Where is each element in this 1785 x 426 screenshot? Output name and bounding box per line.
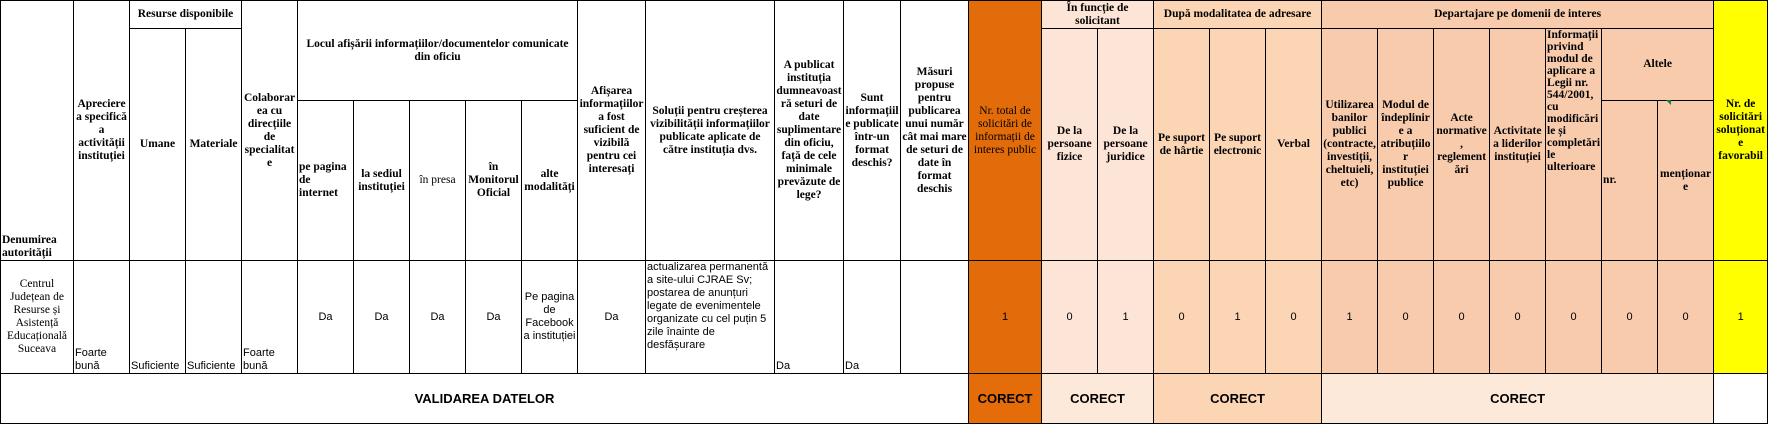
cell-juridice: 1 — [1098, 261, 1154, 374]
cell-solutii: actualizarea permanentă a site-ului CJRAE Sv; postarea de anunțuri legate de evenimentele organizate cu cel puțin 5 zile înainte de desfășurare — [646, 261, 775, 374]
header-atributii: Modul de îndeplinire a atribuțiilor instituției publice — [1378, 29, 1434, 261]
cell-alte-modalitati: Pe pagina de Facebook a instituției — [522, 261, 578, 374]
cell-aprecierea: Foarte bună — [74, 261, 130, 374]
header-mentionare: menționare — [1658, 101, 1714, 261]
header-verbal: Verbal — [1266, 29, 1322, 261]
validation-domenii: CORECT — [1322, 374, 1714, 424]
header-banilor: Utilizarea banilor publici (contracte, investiții, cheltuieli, etc) — [1322, 29, 1378, 261]
validation-adresare: CORECT — [1154, 374, 1322, 424]
validation-total: CORECT — [969, 374, 1042, 424]
cell-monitorul: Da — [466, 261, 522, 374]
cell-electronic: 1 — [1210, 261, 1266, 374]
cell-masuri — [901, 261, 969, 374]
cell-favorabil: 1 — [1714, 261, 1768, 374]
cell-presa: Da — [410, 261, 466, 374]
header-acte: Acte normative, reglementări — [1434, 29, 1490, 261]
header-aprecierea: Aprecierea specifică a activității instituției — [74, 1, 130, 261]
cell-acte: 0 — [1434, 261, 1490, 374]
header-afisarea: Afișarea informațiilor a fost suficient de vizibilă pentru cei interesați — [578, 1, 646, 261]
header-hartie: Pe suport de hârtie — [1154, 29, 1210, 261]
header-presa: în presa — [410, 101, 466, 261]
header-nr-total: Nr. total de solicitări de informații de interes public — [969, 1, 1042, 261]
validation-functie: CORECT — [1042, 374, 1154, 424]
header-colaborarea: Colaborarea cu direcțiile de specialitate — [242, 1, 298, 261]
header-locul: Locul afișării informațiilor/documentelor comunicate din oficiu — [298, 1, 578, 101]
cell-internet: Da — [298, 261, 354, 374]
header-monitorul: în Monitorul Oficial — [466, 101, 522, 261]
header-materiale: Materiale — [186, 29, 242, 261]
cell-atributii: 0 — [1378, 261, 1434, 374]
cell-altele-nr: 0 — [1602, 261, 1658, 374]
comment-indicator-icon — [1666, 100, 1671, 105]
header-favorabil: Nr. de solicitări soluționate favorabil — [1714, 1, 1768, 261]
header-masuri: Măsuri propuse pentru publicarea unui număr cât mai mare de seturi de date în format deschis — [901, 1, 969, 261]
cell-colaborarea: Foarte bună — [242, 261, 298, 374]
cell-materiale: Suficiente — [186, 261, 242, 374]
header-domenii: Departajare pe domenii de interes — [1322, 1, 1714, 29]
cell-legii: 0 — [1546, 261, 1602, 374]
header-liderilor: Activitatea liderilor instituției — [1490, 29, 1546, 261]
cell-afisarea: Da — [578, 261, 646, 374]
cell-liderilor: 0 — [1490, 261, 1546, 374]
header-altele-nr: nr. — [1602, 101, 1658, 261]
header-legii: Informații privind modul de aplicare a Legii nr. 544/2001, cu modificările și completările ulterioare — [1546, 29, 1602, 261]
header-format: Sunt informațiile publicate într-un format deschis? — [844, 1, 901, 261]
cell-banilor: 1 — [1322, 261, 1378, 374]
cell-format: Da — [844, 261, 901, 374]
header-functie: În funcție de solicitant — [1042, 1, 1154, 29]
header-publicat: A publicat instituția dumneavoastră seturi de date suplimentare din oficiu, față de cele minimale prevăzute de lege? — [775, 1, 844, 261]
cell-umane: Suficiente — [130, 261, 186, 374]
cell-fizice: 0 — [1042, 261, 1098, 374]
header-umane: Umane — [130, 29, 186, 261]
cell-publicat: Da — [775, 261, 844, 374]
header-juridice: De la persoane juridice — [1098, 29, 1154, 261]
header-electronic: Pe suport electronic — [1210, 29, 1266, 261]
cell-nr-total: 1 — [969, 261, 1042, 374]
header-solutii: Soluții pentru creșterea vizibilității informațiilor publicate aplicate de către instituția dvs. — [646, 1, 775, 261]
header-fizice: De la persoane fizice — [1042, 29, 1098, 261]
header-resurse: Resurse disponibile — [130, 1, 242, 29]
header-denumirea: Denumirea autorității — [1, 1, 74, 261]
validation-label: VALIDAREA DATELOR — [1, 374, 969, 424]
validation-favorabil-empty — [1714, 374, 1768, 424]
header-altele: Altele — [1602, 29, 1714, 101]
header-internet: pe pagina de internet — [298, 101, 354, 261]
header-sediul: la sediul instituției — [354, 101, 410, 261]
cell-mentionare: 0 — [1658, 261, 1714, 374]
cell-denumirea: Centrul Județean de Resurse și Asistență Educațională Suceava — [1, 261, 74, 374]
header-alte-modalitati: alte modalități — [522, 101, 578, 261]
header-adresare: După modalitatea de adresare — [1154, 1, 1322, 29]
cell-verbal: 0 — [1266, 261, 1322, 374]
cell-sediul: Da — [354, 261, 410, 374]
cell-hartie: 0 — [1154, 261, 1210, 374]
